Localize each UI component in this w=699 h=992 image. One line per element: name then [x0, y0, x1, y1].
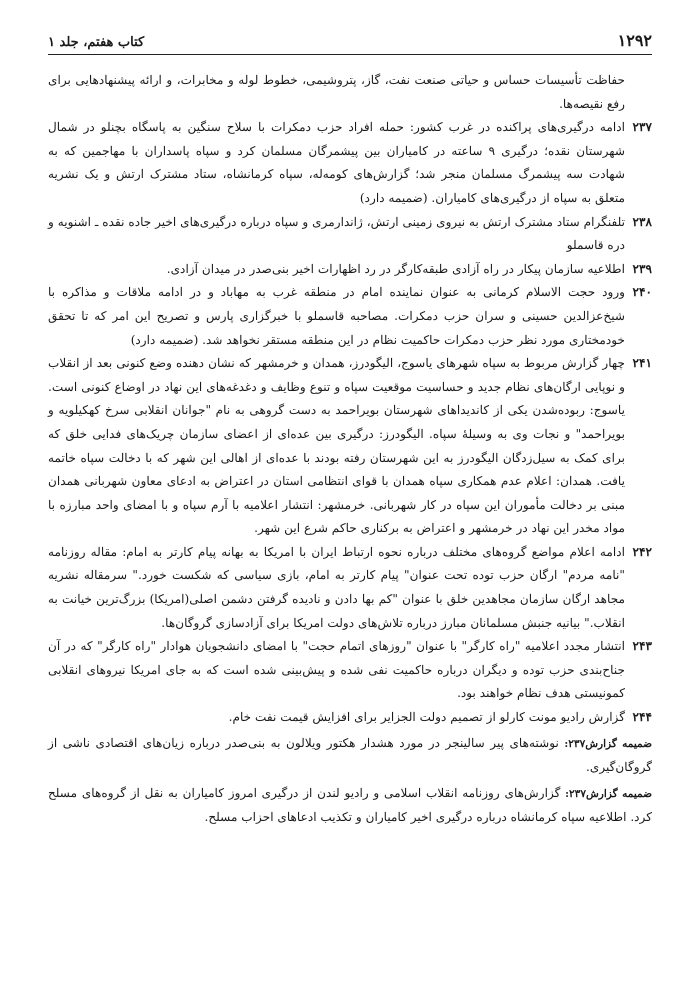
entry-text: انتشار مجدد اعلامیه "راه کارگر" با عنوان "روزهای اتمام حجت" با امضای دانشجویان هوادار "راه کارگر" که در آن جناح‌بندی حزب توده و دیگران درباره حاکمیت نفی شده و پیش‌بینی شده است که به جای امریکا نیروهای انقلابی کمونیستی هدف نظام خواهند بود.: [48, 639, 625, 701]
entry-239: [48, 258, 652, 282]
entry-238: [48, 211, 652, 258]
page-number: ۱۲۹۲: [617, 31, 652, 50]
entry-244: [48, 706, 652, 730]
entry-text: ادامه اعلام مواضع گروه‌های مختلف درباره نحوه ارتباط ایران با امریکا به بهانه پیام کارتر به امام: مقاله روزنامه "نامه مردم" ارگان حزب توده تحت عنوان" پیام کارتر به امام، بازی سیاسی که شکست خورد." سرمقاله نشریه مجاهد ارگان سازمان مجاهدین خلق با عنوان "کم بها دادن و نادیده گرفتن دشمن اصلی(امریکا) بزرگ‌ترین خیانت به انقلاب." بیانیه جنبش مسلمانان مبارز درباره تلاش‌های دولت امریکا برای آزادسازی گروگان‌ها.: [48, 544, 625, 630]
appendix-text: نوشته‌های پیر سالینجر در مورد هشدار هکتور ویلالون به بنی‌صدر درباره زیان‌های اقتصادی ناشی از گروگان‌گیری.: [48, 735, 652, 775]
entry-number: ۲۴۰: [632, 285, 652, 300]
book-page: [48, 30, 652, 830]
book-title: کتاب هفتم، جلد ۱: [48, 35, 145, 50]
entry-text: اطلاعیه سازمان پیکار در راه آزادی طبقه‌کارگر در رد اظهارات اخیر بنی‌صدر در میدان آزادی.: [166, 261, 625, 276]
appendix-text: گزارش‌های روزنامه انقلاب اسلامی و رادیو لندن از درگیری امروز کامیاران به نقل از گروه‌های مسلح کرد. اطلاعیه سپاه کرمانشاه درباره درگیری اخیر کامیاران و تکذیب ادعاهای احزاب مسلح.: [48, 785, 652, 825]
appendix-note: [48, 732, 652, 780]
entry-text: چهار گزارش مربوط به سپاه شهرهای یاسوج، الیگودرز، همدان و خرمشهر که نشان دهنده وضع کنونی بعد از انقلاب و نوپایی ارگان‌های نظام جدید و حساسیت موقعیت سپاه و تنوع وظایف و دغدغه‌های این نهاد در اوضاع کنونی است. یاسوج: ربوده‌شدن یکی از کاندیداهای شهرستان بویراحمد به دست گروهی به نام "جوانان انقلابی سرخ کهکیلویه و بویراحمد" و نجات وی به وسیلهٔ سپاه. الیگودرز: درگیری بین عده‌ای از اعضای سازمان چریک‌های فدایی خلق که برای کمک به سیل‌زدگان الیگودرز به این شهرستان رفته بودند با عده‌ای از اهالی این شهر که با دخالت سپاه خاتمه یافت. همدان: اعلام عدم همکاری سپاه همدان با قوای انتظامی استان در اعتراض به ادعای معاون شهربانی همدان مبنی بر دخالت مأموران این سپاه در کار شهربانی. خرمشهر: انتشار اعلامیه با آرم سپاه و با امضای واحد مبارزه با مواد مخدر این نهاد در خرمشهر و اعتراض به برکناری حاکم شرع این شهر.: [48, 356, 625, 536]
entry-number: ۲۴۴: [632, 710, 652, 725]
entry-241: [48, 352, 652, 541]
entry-number: ۲۴۳: [632, 639, 652, 654]
entry-number: ۲۴۲: [632, 544, 652, 559]
appendix-label: ضمیمه گزارش۲۳۷:: [565, 787, 652, 800]
entry-243: [48, 635, 652, 706]
appendix-note: [48, 782, 652, 830]
intro-paragraph: حفاظت تأسیسات حساس و حیاتی صنعت نفت، گاز، پتروشیمی، خطوط لوله و مخابرات، و ارائه پیشنهادهایی برای رفع نقیصه‌ها.: [48, 73, 625, 111]
entry-text: ادامه درگیری‌های پراکنده در غرب کشور: حمله افراد حزب دمکرات با سلاح سنگین به پاسگاه بچنلو در شمال شهرستان نقده؛ درگیری ۹ ساعته در کامیاران بین پیشمرگان مسلمان کرد و سپاه پاسداران با مهاجمین که به شهادت سه پیشمرگ مسلمان منجر شد؛ گزارش‌های کومه‌له، سپاه کرمانشاه، ستاد مشترک ارتش و یک نشریه متعلق به سپاه از درگیری‌های کامیاران. (ضمیمه دارد): [48, 120, 626, 205]
entry-number: ۲۳۹: [632, 261, 652, 276]
entry-237: [48, 116, 652, 210]
entry-text: ورود حجت الاسلام کرمانی به عنوان نماینده امام در منطقه غرب به مهاباد و در ادامه ملاقات و مذاکره با شیخ‌عزالدین حسینی و سران حزب دمکرات. مصاحبه قاسملو با خبرگزاری پارس و تصریح این امر که تا تحقق خودمختاری مورد نظر حزب دمکرات حاکمیت نظام در این منطقه مستقر نخواهد شد. (ضمیمه دارد): [48, 285, 625, 347]
entry-text: تلفنگرام ستاد مشترک ارتش به نیروی زمینی ارتش، ژاندارمری و سپاه درباره درگیری‌های اخیر جاده نقده ـ اشنویه و دره قاسملو: [48, 214, 625, 253]
page-content: [48, 69, 652, 830]
appendix-label: ضمیمه گزارش۲۳۷:: [564, 737, 652, 750]
entry-240: [48, 281, 652, 352]
entry-number: ۲۳۸: [632, 214, 652, 229]
entry-text: گزارش رادیو مونت کارلو از تصمیم دولت الجزایر برای افزایش قیمت نفت خام.: [228, 710, 625, 725]
entry-number: ۲۴۱: [632, 356, 652, 371]
page-header: [48, 30, 652, 55]
entry-242: [48, 541, 652, 635]
entry-number: ۲۳۷: [632, 120, 652, 135]
